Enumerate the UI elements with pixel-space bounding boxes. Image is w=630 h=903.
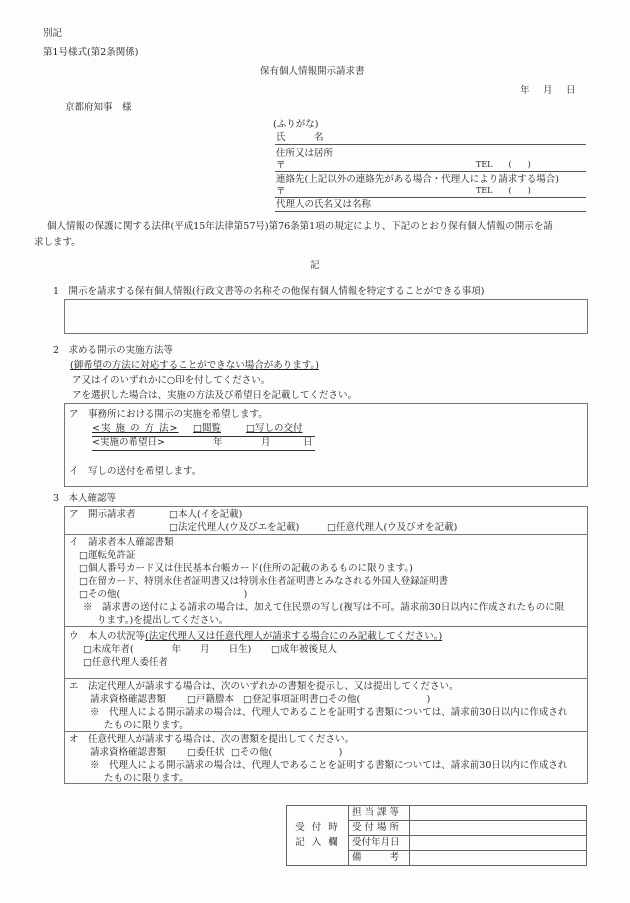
name-label: 氏 名 (276, 132, 324, 143)
legal-agent-note-line-2: たものに限ります。 (104, 720, 189, 731)
method-option-view[interactable]: □閲覧 (193, 423, 221, 434)
legal-agent-row (65, 678, 587, 732)
voluntary-agent-note-line-1: ※ 代理人による開示請求の場合は、代理人であることを証明する書類については、請求前30日以内に作成され (90, 760, 568, 771)
intro-line-1: 個人情報の保護に関する法律(平成15年法律第57号)第76条第1項の規定により、下記のとおり保有個人情報の開示を請 (47, 221, 553, 232)
reception-table (286, 805, 587, 866)
section2-box (64, 403, 588, 487)
section2-instruction-2: アを選択した場合は、実施の方法及び希望日を記載してください。 (72, 390, 358, 401)
requester-voluntary-agent-checkbox[interactable]: □任意代理人(ウ及びオを記載) (327, 522, 458, 533)
option-a-label[interactable]: ア 事務所における開示の実施を希望します。 (69, 409, 268, 420)
section2-heading: 2 求める開示の実施方法等 (53, 345, 174, 356)
addressee: 京都府知事 様 (65, 102, 132, 113)
reception-row (287, 806, 587, 821)
contact-postal-mark: 〒 (276, 186, 286, 197)
adult-guardian-checkbox[interactable]: □成年被後見人 (271, 644, 337, 655)
reception-value-dept[interactable] (410, 806, 587, 821)
tel-label: TEL ( ) (476, 160, 531, 169)
voluntary-agent-note-line-2: たものに限ります。 (104, 773, 189, 784)
id-residence-card-checkbox[interactable]: □在留カード、特別永住者証明書又は特別永住者証明書とみなされる外国人登録証明書 (79, 576, 449, 587)
legal-agent-docs-label: 請求資格確認書類 (90, 694, 167, 705)
section2-note: (御希望の方法に対応することができない場合があります。) (70, 360, 319, 371)
section3-heading: 3 本人確認等 (53, 493, 117, 504)
identity-docs-row (65, 534, 587, 627)
section3-box (64, 506, 588, 784)
section1-heading: 1 開示を請求する保有個人情報(行政文書等の名称その他保有個人情報を特定することができる事項) (53, 286, 485, 297)
furigana-label: (ふりがな) (273, 119, 319, 130)
minor-checkbox[interactable]: □未成年者( 年 月 日生) (83, 644, 252, 655)
method-label: <実 施 の 方 法> (92, 423, 179, 434)
reception-label: 受付年月日 (349, 836, 410, 851)
requester-type-label: ア 開示請求者 (69, 509, 136, 520)
identity-note-line-1: ※ 請求書の送付による請求の場合は、加えて住民票の写し(複写は不可。請求前30日以内に作成されたものに限 (83, 602, 565, 613)
reception-group-label: 受 付 時 記 入 欄 (287, 806, 349, 866)
ki-label: 記 (310, 260, 320, 271)
family-register-checkbox[interactable]: □戸籍謄本 (187, 694, 234, 705)
id-mynumber-card-checkbox[interactable]: □個人番号カード又は住民基本台帳カード(住所の記載のあるものに限ります。) (79, 563, 413, 574)
voluntary-principal-checkbox[interactable]: □任意代理人委任者 (83, 657, 168, 668)
reception-value-remarks[interactable] (410, 851, 587, 866)
id-other-checkbox[interactable]: □その他( ) (79, 589, 248, 600)
address-label: 住所又は居所 (276, 148, 334, 159)
date-label: <実施の希望日> (92, 437, 165, 448)
legal-agent-other-checkbox[interactable]: □その他( ) (319, 694, 431, 705)
page-title: 保有個人情報開示請求書 (260, 66, 365, 77)
appendix-label: 別記 (43, 28, 63, 39)
reception-label: 備 考 (349, 851, 410, 866)
agent-name-label: 代理人の氏名又は名称 (276, 199, 372, 210)
voluntary-agent-row (65, 731, 587, 785)
method-option-copy[interactable]: □写しの交付 (246, 423, 303, 434)
requester-legal-agent-checkbox[interactable]: □法定代理人(ウ及びエを記載) (169, 522, 300, 533)
principal-status-row (65, 626, 587, 679)
power-of-attorney-checkbox[interactable]: □委任状 (187, 747, 225, 758)
requester-self-checkbox[interactable]: □本人(イを記載) (169, 509, 243, 520)
date-field[interactable]: 年 月 日 (520, 85, 578, 96)
section1-input-box[interactable] (64, 299, 588, 334)
reception-value-date[interactable] (410, 836, 587, 851)
postal-mark: 〒 (276, 160, 286, 171)
voluntary-agent-label: オ 任意代理人が請求する場合は、次の書類を提出してください。 (69, 734, 355, 745)
voluntary-agent-docs-label: 請求資格確認書類 (90, 747, 167, 758)
date-unit-month[interactable]: 月 (261, 437, 271, 448)
agent-name-field[interactable] (275, 211, 586, 212)
identity-note-line-2: ります。)を提出してください。 (97, 615, 229, 626)
contact-tel-label: TEL ( ) (476, 186, 531, 195)
reception-label: 受付場所 (349, 821, 410, 836)
reception-value-place[interactable] (410, 821, 587, 836)
contact-label: 連絡先(上記以外の連絡先がある場合・代理人により請求する場合) (276, 174, 559, 185)
legal-agent-note-line-1: ※ 代理人による開示請求の場合は、代理人であることを証明する書類については、請求前30日以内に作成され (90, 707, 568, 718)
intro-line-2: 求します。 (34, 237, 81, 248)
principal-status-label: ウ 本人の状況等(法定代理人又は任意代理人が請求する場合にのみ記載してください。) (69, 631, 443, 642)
date-unit-year[interactable]: 年 (213, 437, 223, 448)
id-driver-license-checkbox[interactable]: □運転免許証 (79, 550, 136, 561)
name-field[interactable] (275, 144, 586, 145)
address-field[interactable] (275, 171, 586, 172)
contact-field[interactable] (275, 197, 586, 198)
option-i-label[interactable]: イ 写しの送付を希望します。 (69, 466, 202, 477)
form-number: 第1号様式(第2条関係) (43, 47, 139, 58)
section2-instruction-1: ア又はイのいずれかに○印を付してください。 (72, 375, 271, 386)
date-unit-day[interactable]: 日 (303, 437, 313, 448)
identity-docs-label: イ 請求者本人確認書類 (69, 537, 174, 548)
legal-agent-label: エ 法定代理人が請求する場合は、次のいずれかの書類を提示し、又は提出してください。 (69, 681, 459, 692)
voluntary-agent-other-checkbox[interactable]: □その他( ) (231, 747, 343, 758)
registry-certificate-checkbox[interactable]: □登記事項証明書 (243, 694, 319, 705)
reception-label: 担当課等 (349, 806, 410, 821)
